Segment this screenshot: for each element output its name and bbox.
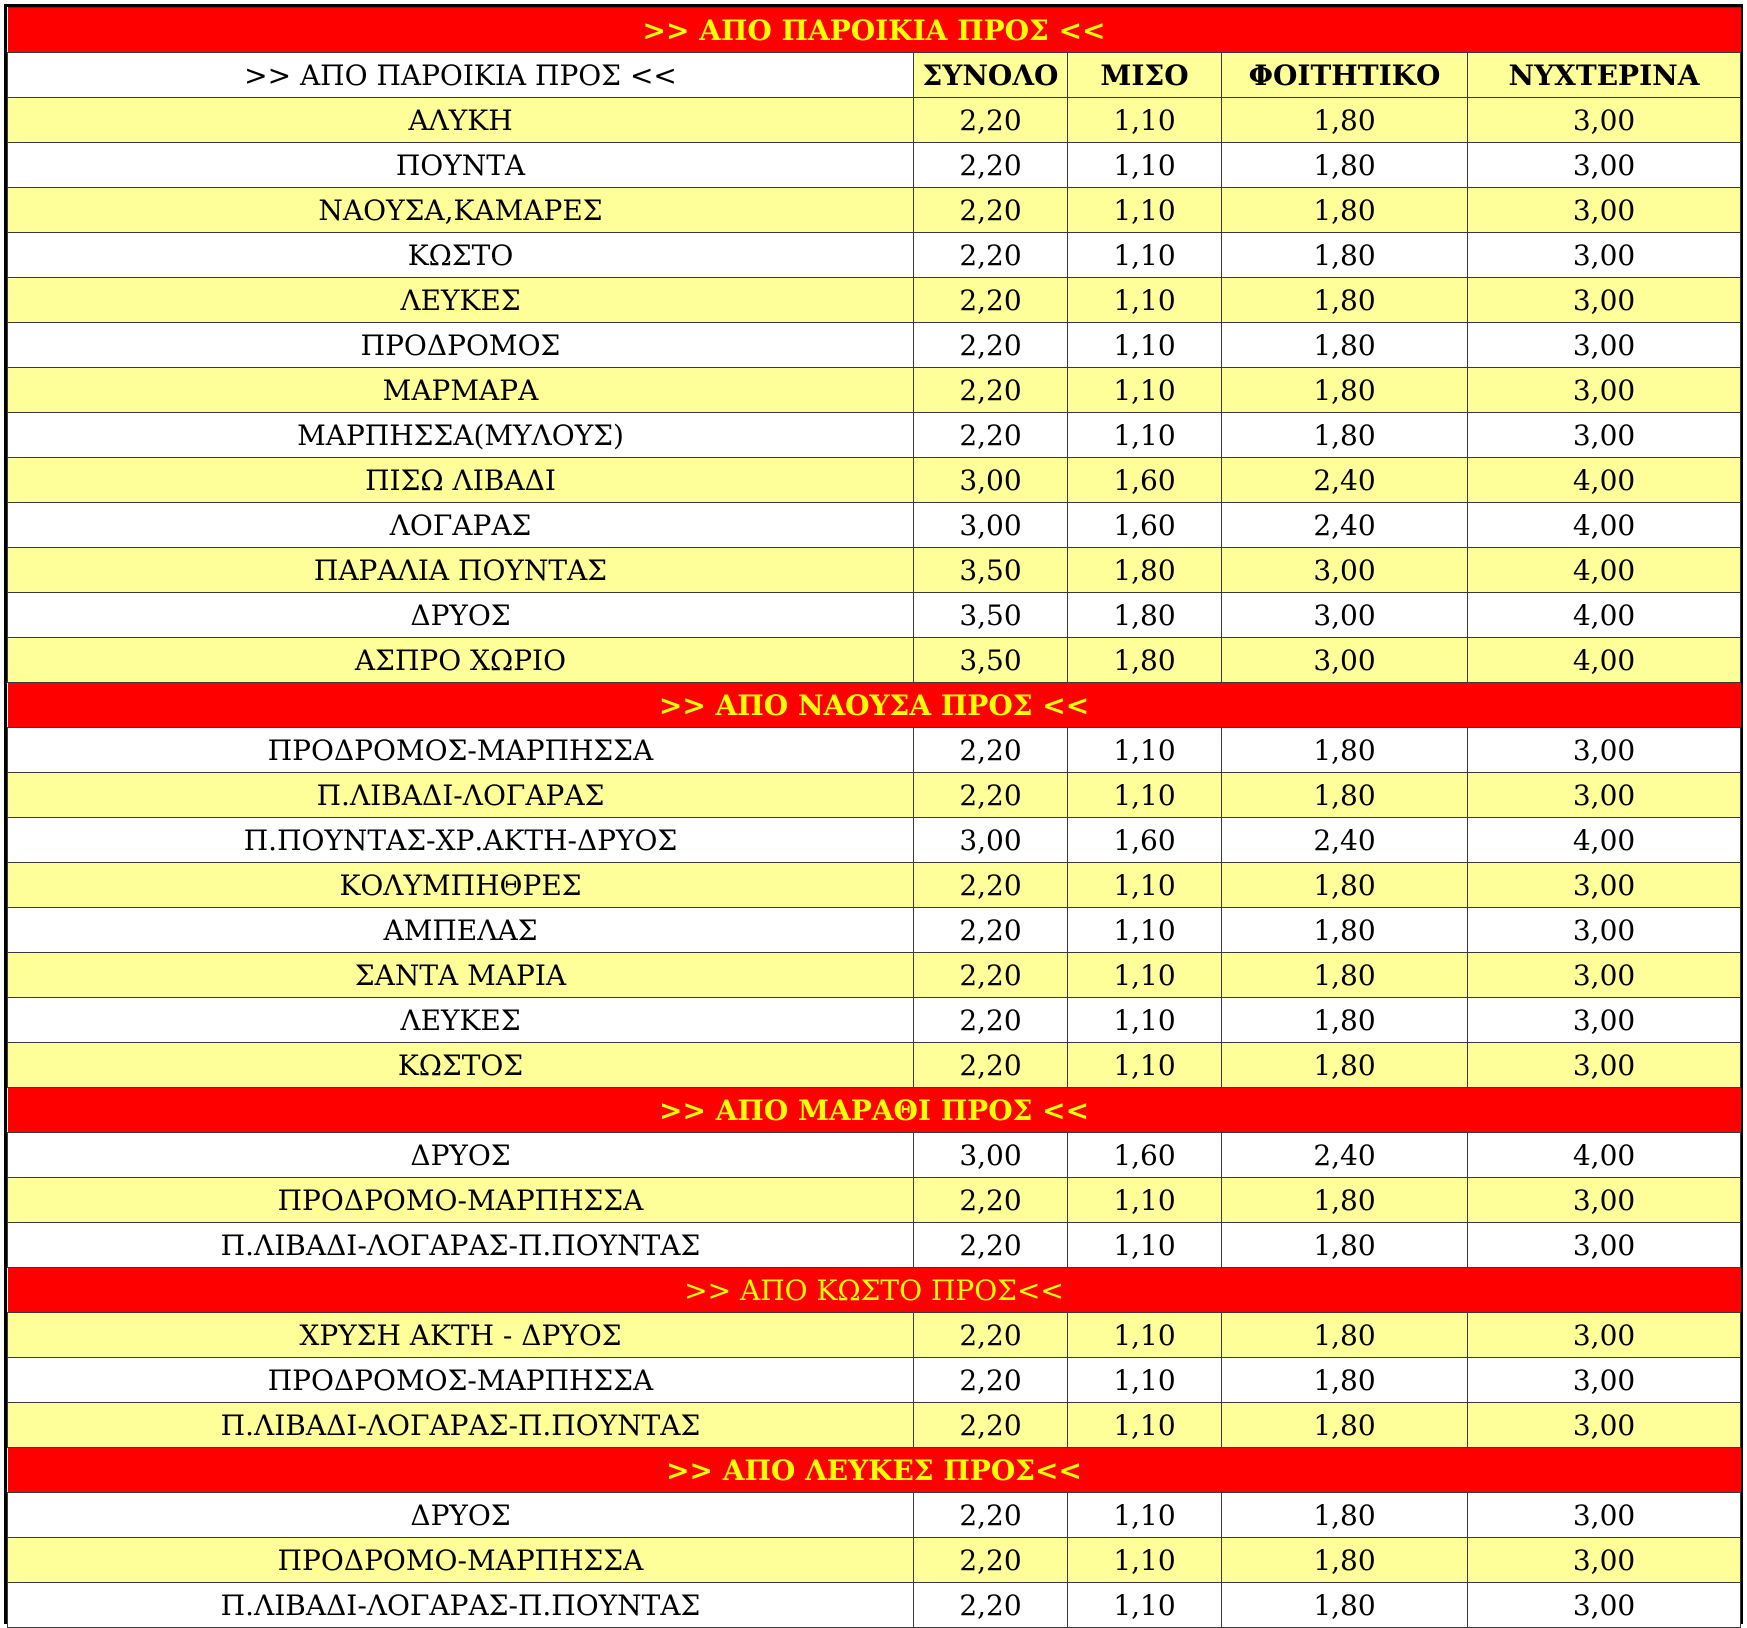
fare-full-cell: 2,20	[914, 1493, 1068, 1538]
destination-cell: ΠΡΟΔΡΟΜΟΣ-ΜΑΡΠΗΣΣΑ	[8, 1358, 914, 1403]
fare-night-cell: 3,00	[1468, 1538, 1741, 1583]
fare-half-cell: 1,10	[1068, 773, 1222, 818]
fare-full-cell: 2,20	[914, 1538, 1068, 1583]
fare-night-cell: 3,00	[1468, 908, 1741, 953]
fare-night-cell: 3,00	[1468, 773, 1741, 818]
column-header-half: ΜΙΣΟ	[1068, 53, 1222, 98]
fare-full-cell: 3,00	[914, 818, 1068, 863]
destination-cell: ΜΑΡΜΑΡΑ	[8, 368, 914, 413]
section-header	[8, 1268, 1741, 1313]
destination-cell: ΚΩΣΤΟΣ	[8, 1043, 914, 1088]
fare-half-cell: 1,10	[1068, 98, 1222, 143]
destination-cell: ΑΣΠΡΟ ΧΩΡΙΟ	[8, 638, 914, 683]
fare-student-cell: 1,80	[1222, 908, 1468, 953]
section-header	[8, 1088, 1741, 1133]
table-row	[8, 143, 1741, 188]
fare-student-cell: 1,80	[1222, 188, 1468, 233]
fare-full-cell: 2,20	[914, 413, 1068, 458]
table-row	[8, 233, 1741, 278]
fare-full-cell: 3,50	[914, 638, 1068, 683]
fare-half-cell: 1,10	[1068, 1538, 1222, 1583]
destination-cell: ΠΡΟΔΡΟΜΟ-ΜΑΡΠΗΣΣΑ	[8, 1178, 914, 1223]
fare-half-cell: 1,80	[1068, 548, 1222, 593]
destination-cell: Π.ΛΙΒΑΔΙ-ΛΟΓΑΡΑΣ-Π.ΠΟΥΝΤΑΣ	[8, 1223, 914, 1268]
fare-half-cell: 1,10	[1068, 998, 1222, 1043]
destination-cell: ΣΑΝΤΑ ΜΑΡΙΑ	[8, 953, 914, 998]
destination-cell: ΧΡΥΣΗ ΑΚΤΗ - ΔΡΥΟΣ	[8, 1313, 914, 1358]
table-row	[8, 458, 1741, 503]
fare-student-cell: 1,80	[1222, 863, 1468, 908]
table-row	[8, 1403, 1741, 1448]
table-row	[8, 1223, 1741, 1268]
fare-night-cell: 4,00	[1468, 458, 1741, 503]
fare-student-cell: 1,80	[1222, 1178, 1468, 1223]
fare-student-cell: 2,40	[1222, 458, 1468, 503]
fare-night-cell: 3,00	[1468, 188, 1741, 233]
fare-half-cell: 1,10	[1068, 1493, 1222, 1538]
fare-half-cell: 1,10	[1068, 908, 1222, 953]
fare-full-cell: 2,20	[914, 908, 1068, 953]
fare-student-cell: 1,80	[1222, 1493, 1468, 1538]
destination-cell: ΑΛΥΚΗ	[8, 98, 914, 143]
fare-student-cell: 1,80	[1222, 728, 1468, 773]
section-title: >> ΑΠΟ ΠΑΡΟΙΚΙΑ ΠΡΟΣ <<	[8, 8, 1741, 53]
table-row	[8, 1178, 1741, 1223]
fare-student-cell: 1,80	[1222, 323, 1468, 368]
section-header	[8, 1448, 1741, 1493]
table-row	[8, 1583, 1741, 1628]
column-header-row	[8, 53, 1741, 98]
fare-full-cell: 3,00	[914, 1133, 1068, 1178]
fare-night-cell: 3,00	[1468, 278, 1741, 323]
fare-night-cell: 3,00	[1468, 1043, 1741, 1088]
destination-cell: ΔΡΥΟΣ	[8, 1493, 914, 1538]
fare-full-cell: 2,20	[914, 1583, 1068, 1628]
table-row	[8, 1538, 1741, 1583]
destination-cell: ΠΡΟΔΡΟΜΟΣ	[8, 323, 914, 368]
fare-night-cell: 3,00	[1468, 233, 1741, 278]
fare-half-cell: 1,10	[1068, 1313, 1222, 1358]
table-row	[8, 638, 1741, 683]
fare-night-cell: 3,00	[1468, 368, 1741, 413]
table-row	[8, 593, 1741, 638]
fare-student-cell: 1,80	[1222, 1043, 1468, 1088]
fare-half-cell: 1,10	[1068, 143, 1222, 188]
fare-student-cell: 1,80	[1222, 998, 1468, 1043]
fare-night-cell: 4,00	[1468, 503, 1741, 548]
fare-half-cell: 1,80	[1068, 638, 1222, 683]
column-header-full: ΣΥΝΟΛΟ	[914, 53, 1068, 98]
fare-full-cell: 2,20	[914, 998, 1068, 1043]
fare-full-cell: 2,20	[914, 1358, 1068, 1403]
column-header-route: >> ΑΠΟ ΠΑΡΟΙΚΙΑ ΠΡΟΣ <<	[8, 53, 914, 98]
table-row	[8, 503, 1741, 548]
fare-night-cell: 4,00	[1468, 1133, 1741, 1178]
fare-night-cell: 3,00	[1468, 1313, 1741, 1358]
fare-half-cell: 1,10	[1068, 1583, 1222, 1628]
fare-student-cell: 2,40	[1222, 818, 1468, 863]
section-title: >> ΑΠΟ ΛΕΥΚΕΣ ΠΡΟΣ<<	[8, 1448, 1741, 1493]
fare-full-cell: 2,20	[914, 863, 1068, 908]
fare-student-cell: 3,00	[1222, 548, 1468, 593]
fare-student-cell: 1,80	[1222, 1313, 1468, 1358]
destination-cell: Π.ΛΙΒΑΔΙ-ΛΟΓΑΡΑΣ	[8, 773, 914, 818]
column-header-student: ΦΟΙΤΗΤΙΚΟ	[1222, 53, 1468, 98]
table-row	[8, 413, 1741, 458]
destination-cell: ΠΡΟΔΡΟΜΟΣ-ΜΑΡΠΗΣΣΑ	[8, 728, 914, 773]
table-row	[8, 1313, 1741, 1358]
fare-night-cell: 3,00	[1468, 1583, 1741, 1628]
table-row	[8, 728, 1741, 773]
fare-half-cell: 1,10	[1068, 953, 1222, 998]
table-row	[8, 998, 1741, 1043]
fare-student-cell: 1,80	[1222, 368, 1468, 413]
fare-half-cell: 1,60	[1068, 503, 1222, 548]
destination-cell: ΛΟΓΑΡΑΣ	[8, 503, 914, 548]
fare-full-cell: 2,20	[914, 1043, 1068, 1088]
fare-night-cell: 3,00	[1468, 953, 1741, 998]
fare-full-cell: 2,20	[914, 368, 1068, 413]
section-title: >> ΑΠΟ ΜΑΡΑΘΙ ΠΡΟΣ <<	[8, 1088, 1741, 1133]
fare-full-cell: 2,20	[914, 188, 1068, 233]
fare-student-cell: 1,80	[1222, 1358, 1468, 1403]
fare-night-cell: 3,00	[1468, 1178, 1741, 1223]
fare-half-cell: 1,10	[1068, 1043, 1222, 1088]
destination-cell: ΔΡΥΟΣ	[8, 1133, 914, 1178]
fare-full-cell: 2,20	[914, 773, 1068, 818]
fare-half-cell: 1,10	[1068, 413, 1222, 458]
table-row	[8, 953, 1741, 998]
destination-cell: ΛΕΥΚΕΣ	[8, 278, 914, 323]
section-title: >> ΑΠΟ ΝΑΟΥΣΑ ΠΡΟΣ <<	[8, 683, 1741, 728]
section-header	[8, 8, 1741, 53]
fare-student-cell: 3,00	[1222, 638, 1468, 683]
fare-student-cell: 3,00	[1222, 593, 1468, 638]
fare-full-cell: 2,20	[914, 953, 1068, 998]
destination-cell: ΚΩΣΤΟ	[8, 233, 914, 278]
table-row	[8, 188, 1741, 233]
fare-half-cell: 1,10	[1068, 278, 1222, 323]
fare-night-cell: 3,00	[1468, 1358, 1741, 1403]
table-row	[8, 278, 1741, 323]
destination-cell: Π.ΛΙΒΑΔΙ-ΛΟΓΑΡΑΣ-Π.ΠΟΥΝΤΑΣ	[8, 1583, 914, 1628]
destination-cell: ΜΑΡΠΗΣΣΑ(ΜΥΛΟΥΣ)	[8, 413, 914, 458]
section-header	[8, 683, 1741, 728]
fare-student-cell: 1,80	[1222, 1403, 1468, 1448]
table-row	[8, 548, 1741, 593]
table-row	[8, 98, 1741, 143]
fare-full-cell: 3,00	[914, 458, 1068, 503]
fare-student-cell: 2,40	[1222, 1133, 1468, 1178]
fare-student-cell: 1,80	[1222, 1223, 1468, 1268]
fare-full-cell: 2,20	[914, 1178, 1068, 1223]
fare-table-sheet	[4, 4, 1743, 1624]
fare-half-cell: 1,60	[1068, 1133, 1222, 1178]
fare-night-cell: 3,00	[1468, 1493, 1741, 1538]
destination-cell: ΝΑΟΥΣΑ,ΚΑΜΑΡΕΣ	[8, 188, 914, 233]
table-row	[8, 773, 1741, 818]
fare-full-cell: 2,20	[914, 728, 1068, 773]
fare-student-cell: 1,80	[1222, 98, 1468, 143]
fare-half-cell: 1,60	[1068, 458, 1222, 503]
fare-night-cell: 4,00	[1468, 593, 1741, 638]
table-row	[8, 818, 1741, 863]
fare-full-cell: 2,20	[914, 143, 1068, 188]
fare-student-cell: 1,80	[1222, 953, 1468, 998]
fare-full-cell: 3,50	[914, 548, 1068, 593]
fare-night-cell: 4,00	[1468, 638, 1741, 683]
table-row	[8, 1133, 1741, 1178]
fare-half-cell: 1,10	[1068, 728, 1222, 773]
destination-cell: Π.ΠΟΥΝΤΑΣ-ΧΡ.ΑΚΤΗ-ΔΡΥΟΣ	[8, 818, 914, 863]
fare-student-cell: 1,80	[1222, 143, 1468, 188]
table-row	[8, 368, 1741, 413]
fare-half-cell: 1,80	[1068, 593, 1222, 638]
destination-cell: ΚΟΛΥΜΠΗΘΡΕΣ	[8, 863, 914, 908]
fare-full-cell: 2,20	[914, 98, 1068, 143]
fare-night-cell: 3,00	[1468, 143, 1741, 188]
destination-cell: ΛΕΥΚΕΣ	[8, 998, 914, 1043]
fare-full-cell: 2,20	[914, 233, 1068, 278]
fare-half-cell: 1,10	[1068, 188, 1222, 233]
fare-night-cell: 3,00	[1468, 323, 1741, 368]
fare-night-cell: 3,00	[1468, 1223, 1741, 1268]
fare-night-cell: 3,00	[1468, 998, 1741, 1043]
fare-night-cell: 3,00	[1468, 98, 1741, 143]
fare-full-cell: 2,20	[914, 1313, 1068, 1358]
fare-night-cell: 4,00	[1468, 548, 1741, 593]
fare-night-cell: 4,00	[1468, 818, 1741, 863]
fare-half-cell: 1,10	[1068, 863, 1222, 908]
fare-full-cell: 2,20	[914, 1223, 1068, 1268]
table-row	[8, 323, 1741, 368]
fare-half-cell: 1,10	[1068, 323, 1222, 368]
destination-cell: Π.ΛΙΒΑΔΙ-ΛΟΓΑΡΑΣ-Π.ΠΟΥΝΤΑΣ	[8, 1403, 914, 1448]
column-header-night: ΝΥΧΤΕΡΙΝΑ	[1468, 53, 1741, 98]
fare-student-cell: 1,80	[1222, 413, 1468, 458]
destination-cell: ΠΟΥΝΤΑ	[8, 143, 914, 188]
destination-cell: ΠΑΡΑΛΙΑ ΠΟΥΝΤΑΣ	[8, 548, 914, 593]
fare-table	[7, 7, 1741, 1628]
fare-full-cell: 3,50	[914, 593, 1068, 638]
destination-cell: ΠΙΣΩ ΛΙΒΑΔΙ	[8, 458, 914, 503]
fare-student-cell: 1,80	[1222, 1538, 1468, 1583]
fare-student-cell: 1,80	[1222, 773, 1468, 818]
fare-half-cell: 1,10	[1068, 1178, 1222, 1223]
fare-half-cell: 1,60	[1068, 818, 1222, 863]
fare-half-cell: 1,10	[1068, 1403, 1222, 1448]
fare-night-cell: 3,00	[1468, 728, 1741, 773]
table-row	[8, 908, 1741, 953]
fare-half-cell: 1,10	[1068, 1358, 1222, 1403]
fare-half-cell: 1,10	[1068, 233, 1222, 278]
fare-student-cell: 1,80	[1222, 233, 1468, 278]
fare-half-cell: 1,10	[1068, 368, 1222, 413]
destination-cell: ΔΡΥΟΣ	[8, 593, 914, 638]
fare-table-body	[8, 8, 1741, 1628]
table-row	[8, 1358, 1741, 1403]
fare-full-cell: 2,20	[914, 1403, 1068, 1448]
fare-full-cell: 2,20	[914, 323, 1068, 368]
fare-night-cell: 3,00	[1468, 1403, 1741, 1448]
table-row	[8, 1493, 1741, 1538]
section-title: >> ΑΠΟ ΚΩΣΤΟ ΠΡΟΣ<<	[8, 1268, 1741, 1313]
fare-student-cell: 2,40	[1222, 503, 1468, 548]
fare-student-cell: 1,80	[1222, 278, 1468, 323]
fare-student-cell: 1,80	[1222, 1583, 1468, 1628]
destination-cell: ΠΡΟΔΡΟΜΟ-ΜΑΡΠΗΣΣΑ	[8, 1538, 914, 1583]
fare-night-cell: 3,00	[1468, 863, 1741, 908]
fare-night-cell: 3,00	[1468, 413, 1741, 458]
table-row	[8, 1043, 1741, 1088]
destination-cell: ΑΜΠΕΛΑΣ	[8, 908, 914, 953]
fare-half-cell: 1,10	[1068, 1223, 1222, 1268]
table-row	[8, 863, 1741, 908]
fare-full-cell: 3,00	[914, 503, 1068, 548]
fare-full-cell: 2,20	[914, 278, 1068, 323]
